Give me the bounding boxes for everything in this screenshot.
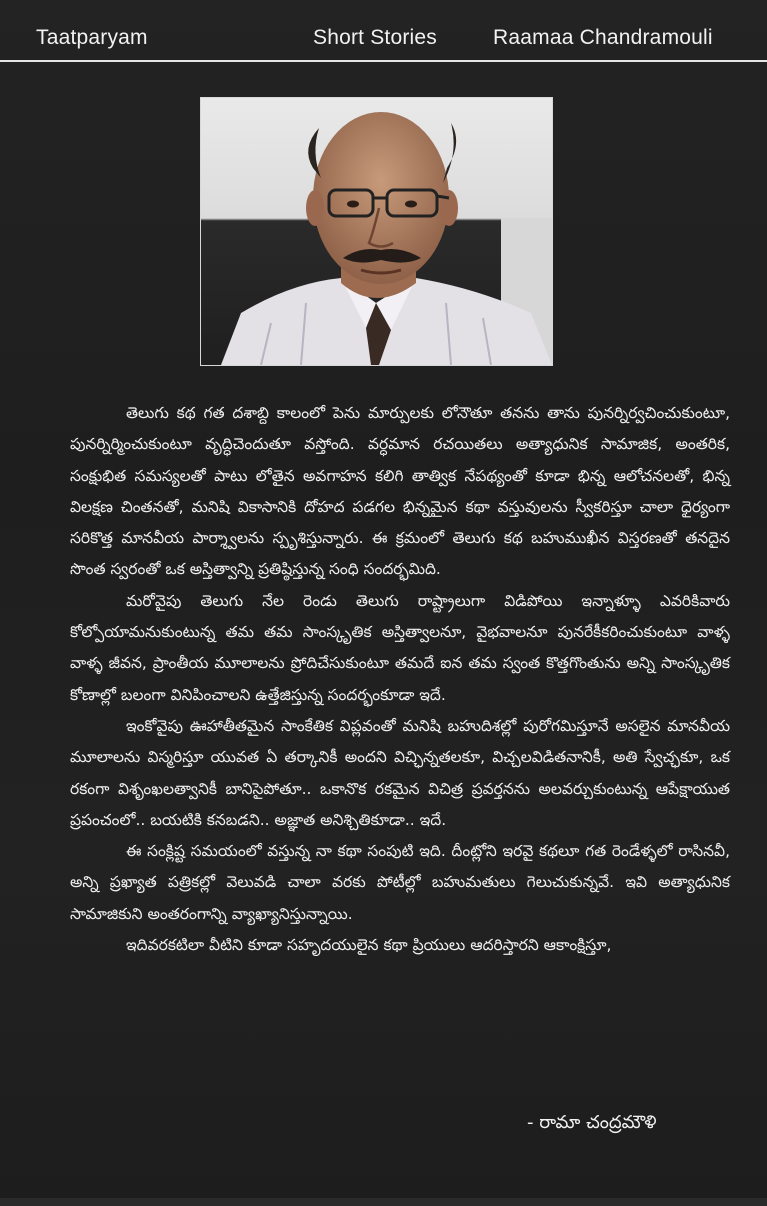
author-photo — [200, 97, 553, 366]
foreword-paragraph-1: తెలుగు కథ గత దశాబ్ది కాలంలో పెను మార్పులకు లోనౌతూ తనను తాను పునర్నిర్వచించుకుంటూ, పునర్నిర్మించుకుంటూ వృద్ధిచెందుతూ వస్తోంది. వర్ధమాన రచయితలు అత్యాధునిక సామాజిక, అంతరిక, సంక్షుభిత సమస్యలతో పాటు లోతైన అవగాహన కలిగి తాత్విక నేపథ్యంతో కూడా భిన్న ఆలోచనలతో, భిన్న విలక్షణ చింతనతో, మనిషి వికాసానికి దోహద పడగల భిన్నమైన కథా వస్తువులను స్వీకరిస్తూ చాలా ధైర్యంగా సరికొత్త మానవీయ పార్శ్వాలను స్పృశిస్తున్నారు. ఈ క్రమంలో తెలుగు కథ బహుముఖీన విస్తరణతో తనదైన సొంత స్వరంతో ఒక అస్తిత్వాన్ని ప్రతిష్ఠిస్తున్న సంధి సందర్భమిది. — [70, 404, 730, 579]
bottom-edge — [0, 1198, 767, 1206]
book-title: Taatparyam — [36, 26, 148, 49]
foreword-paragraph-2: మరోవైపు తెలుగు నేల రెండు తెలుగు రాష్ట్రాలుగా విడిపోయి ఇన్నాళ్ళూ ఎవరికివారు కోల్పోయామనుకుంటున్న తమ తమ సాంస్కృతిక అస్తిత్వాలనూ, వైభవాలనూ పునరేకీకరించుకుంటూ వాళ్ళ వాళ్ళ జీవన, ప్రాంతీయ మూలాలను ప్రోదిచేసుకుంటూ తమదే ఐన తమ స్వంత కొత్తగొంతును అన్ని సాంస్కృతిక కోణాల్లో బలంగా వినిపించాలని ఉత్తేజిస్తున్న సందర్భంకూడా ఇదే. — [70, 591, 730, 704]
header-bar — [0, 0, 767, 62]
author-name: Raamaa Chandramouli — [493, 26, 713, 49]
foreword-text — [70, 398, 730, 961]
author-signature: - రామా చంద్రమౌళి — [527, 1112, 657, 1133]
author-portrait-image — [201, 98, 552, 365]
foreword-paragraph-5: ఇదివరకటిలా వీటిని కూడా సహృదయులైన కథా ప్రియులు ఆదరిస్తారని ఆకాంక్షిస్తూ, — [126, 936, 612, 955]
foreword-paragraph-3: ఇంకోవైపు ఊహాతీతమైన సాంకేతిక విప్లవంతో మనిషి బహుదిశల్లో పురోగమిస్తూనే అసలైన మానవీయ మూలాలను విస్మరిస్తూ యువత ఏ తర్కానికీ అందని విచ్ఛిన్నతలకూ, విచ్చలవిడితనానికీ, అతి స్వేచ్ఛకూ, ఒక రకంగా విశృంఖలత్వానికీ బానిసైపోతూ.. ఒకానొక రకమైన విచిత్ర ప్రవర్తనను అలవర్చుకుంటున్న ఆపేక్షాయుత ప్రపంచంలో.. బయటికి కనబడని.. అజ్ఞాత అనిశ్చితికూడా.. ఇదే. — [70, 716, 730, 829]
book-genre: Short Stories — [313, 26, 437, 49]
foreword-paragraph-4: ఈ సంక్లిష్ట సమయంలో వస్తున్న నా కథా సంపుటి ఇది. దీంట్లోని ఇరవై కథలూ గత రెండేళ్ళలో రాసినవీ, అన్ని ప్రఖ్యాత పత్రికల్లో వెలువడి చాలా వరకు పోటీల్లో బహుమతులు గెలుచుకున్నవే. ఇవి అత్యాధునిక సామాజికుని అంతరంగాన్ని వ్యాఖ్యానిస్తున్నాయి. — [70, 842, 730, 923]
